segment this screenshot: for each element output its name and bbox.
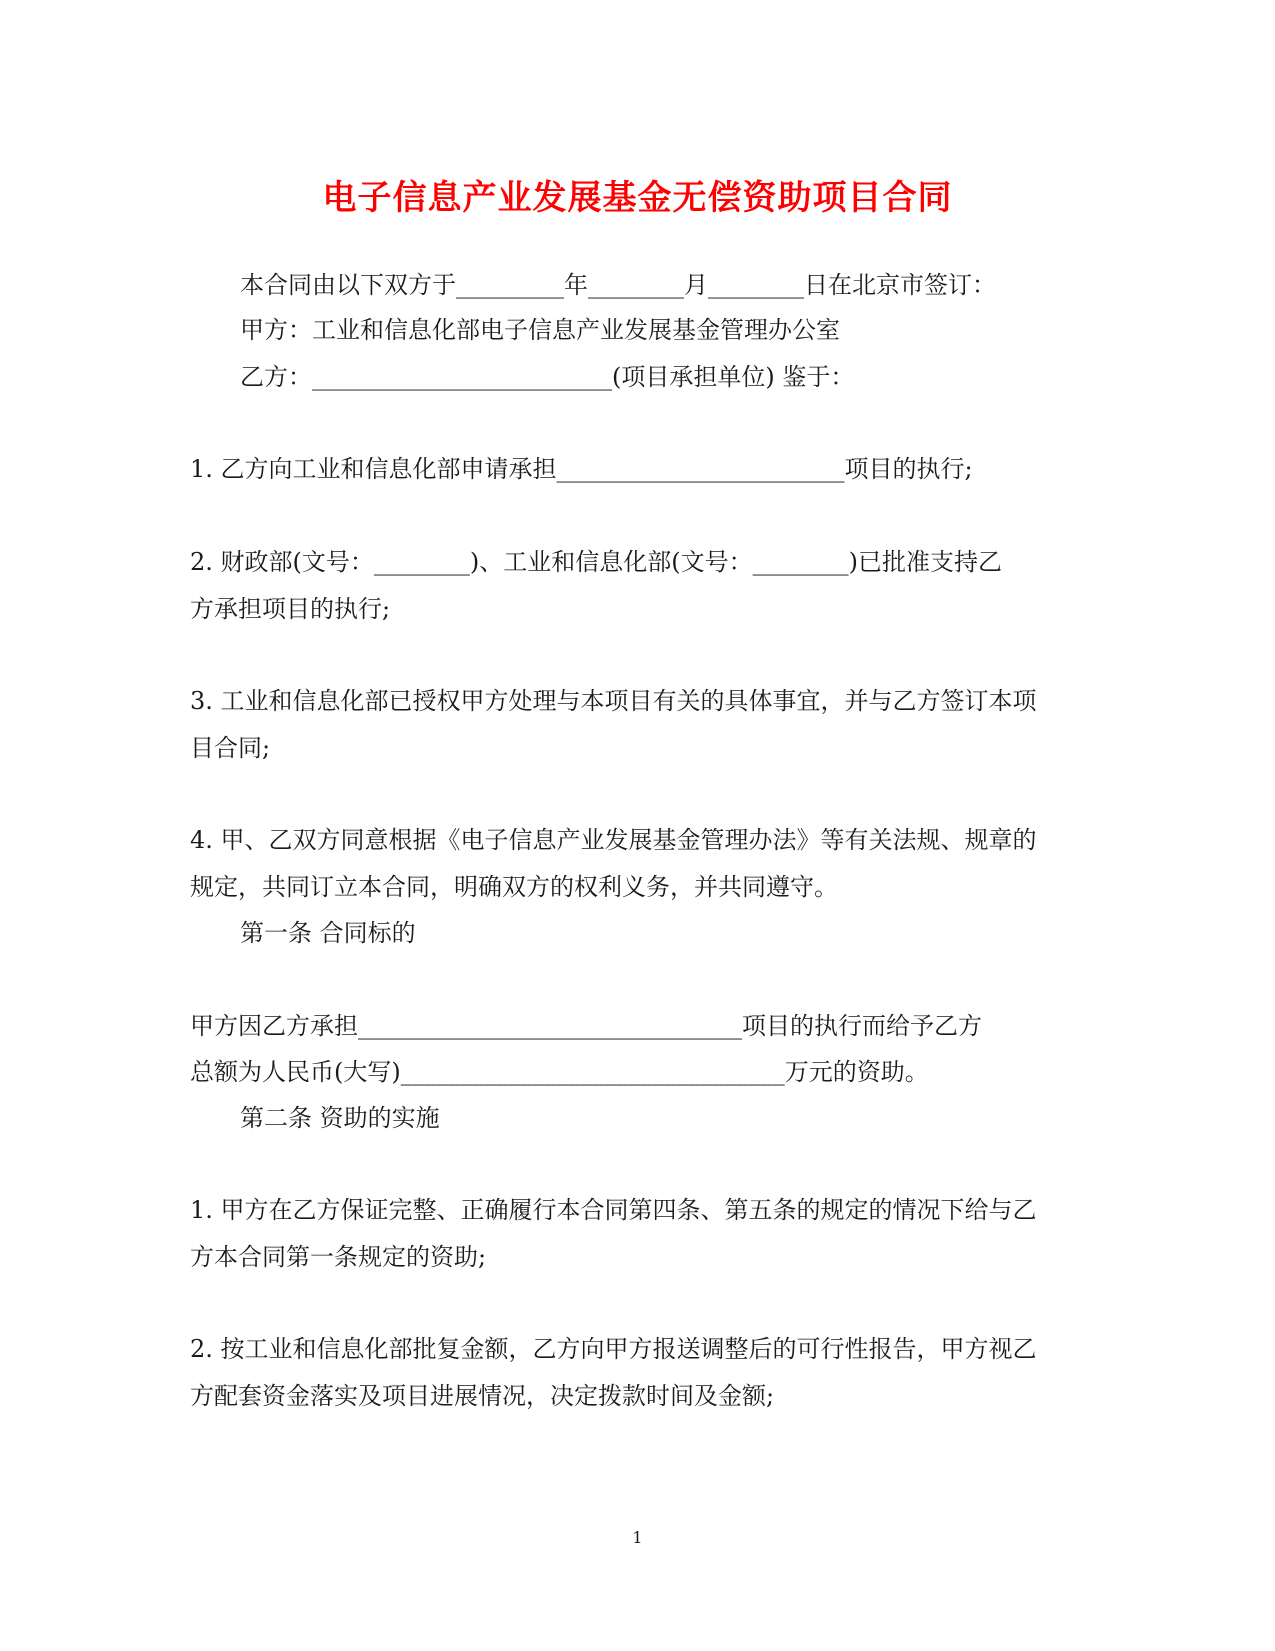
article-1-line-1: 甲方因乙方承担________________________________项目的执行而给予乙方 [190, 1012, 982, 1040]
contract-date-line: 本合同由以下双方于_________年________月________日在北京市签订： [240, 271, 996, 299]
recital-4-line-1: 4. 甲、乙双方同意根据《电子信息产业发展基金管理办法》等有关法规、规章的 [190, 826, 1037, 854]
article-1-line-2: 总额为人民币(大写)________________________________万元的资助。 [190, 1058, 929, 1086]
recital-2-line-2: 方承担项目的执行; [190, 595, 391, 623]
document-title: 电子信息产业发展基金无偿资助项目合同 [322, 178, 953, 218]
recital-3-line-2: 目合同; [190, 734, 271, 762]
recital-3-line-1: 3. 工业和信息化部已授权甲方处理与本项目有关的具体事宜，并与乙方签订本项 [190, 687, 1037, 715]
article-2-item-2-line-1: 2. 按工业和信息化部批复金额，乙方向甲方报送调整后的可行性报告，甲方视乙 [190, 1335, 1037, 1363]
article-2-heading: 第二条 资助的实施 [240, 1104, 440, 1132]
recital-4-line-2: 规定，共同订立本合同，明确双方的权利义务，并共同遵守。 [190, 873, 838, 901]
party-b-line: 乙方：_________________________(项目承担单位) 鉴于： [240, 363, 855, 391]
article-2-item-2-line-2: 方配套资金落实及项目进展情况，决定拨款时间及金额; [190, 1382, 775, 1410]
recital-2-line-1: 2. 财政部(文号：________)、工业和信息化部(文号：________)已批准支持乙 [190, 548, 1002, 576]
article-1-heading: 第一条 合同标的 [240, 919, 416, 947]
article-2-item-1-line-2: 方本合同第一条规定的资助; [190, 1243, 487, 1271]
page-number: 1 [632, 1528, 643, 1547]
article-2-item-1-line-1: 1. 甲方在乙方保证完整、正确履行本合同第四条、第五条的规定的情况下给与乙 [190, 1196, 1037, 1224]
recital-1-line-1: 1. 乙方向工业和信息化部申请承担________________________项目的执行; [190, 455, 973, 483]
party-a-line: 甲方：工业和信息化部电子信息产业发展基金管理办公室 [240, 316, 840, 344]
